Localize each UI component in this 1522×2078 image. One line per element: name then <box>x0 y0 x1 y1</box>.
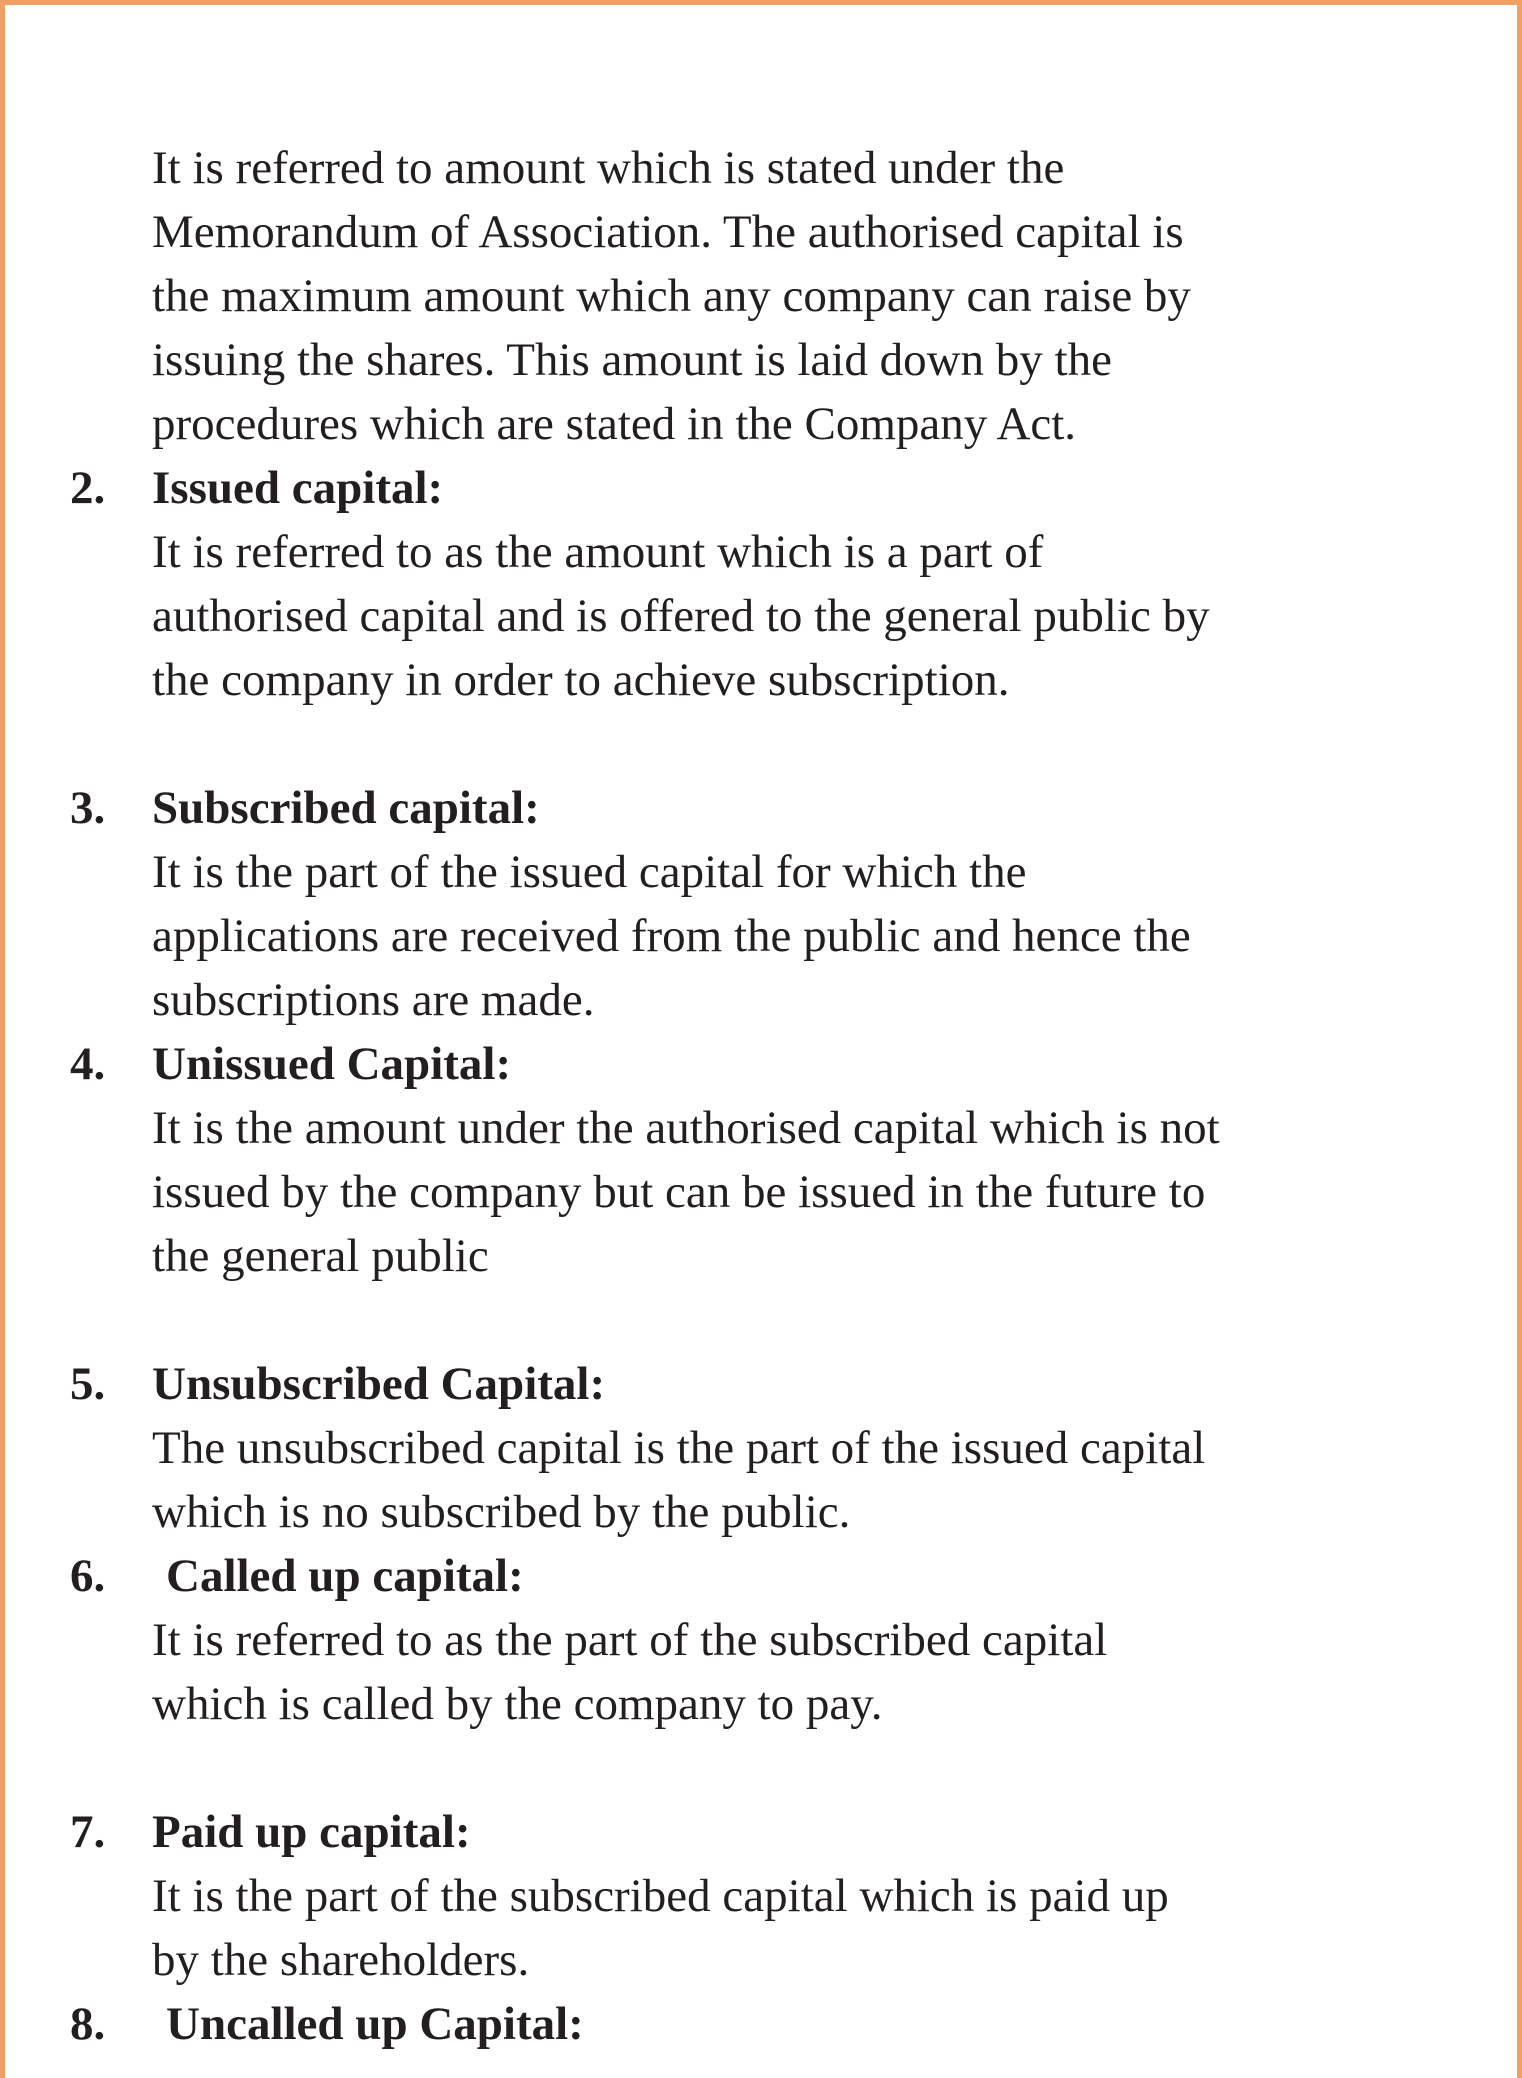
list-item-heading <box>0 776 1522 840</box>
text-line <box>0 1480 1522 1544</box>
text-line <box>0 968 1522 1032</box>
list-number: 3. <box>70 782 106 834</box>
text-line <box>0 392 1522 456</box>
item-heading: Paid up capital: <box>152 1806 471 1858</box>
paragraph-text: authorised capital and is offered to the general public by <box>152 590 1210 642</box>
item-heading: Unissued Capital: <box>152 1038 512 1090</box>
list-number: 6. <box>70 1550 106 1602</box>
paragraph-text: It is referred to as the part of the subscribed capital <box>152 1614 1108 1666</box>
list-number: 2. <box>70 462 106 514</box>
paragraph-text: which is called by the company to pay. <box>152 1678 883 1730</box>
text-line <box>0 1928 1522 1992</box>
paragraph-text: It is referred to amount which is stated under the <box>152 142 1065 194</box>
list-item-heading <box>0 1992 1522 2056</box>
text-line <box>0 648 1522 712</box>
paragraph-text: It is referred to as the amount which is a part of <box>152 526 1044 578</box>
list-item-heading <box>0 1800 1522 1864</box>
text-line <box>0 840 1522 904</box>
item-heading: Subscribed capital: <box>152 782 540 834</box>
text-line <box>0 1096 1522 1160</box>
text-line <box>0 520 1522 584</box>
text-line <box>0 1416 1522 1480</box>
list-item-heading <box>0 1544 1522 1608</box>
blank-line <box>0 1736 1522 1800</box>
paragraph-text: the company in order to achieve subscription. <box>152 654 1010 706</box>
item-heading: Issued capital: <box>152 462 444 514</box>
paragraph-text: Memorandum of Association. The authorised capital is <box>152 206 1184 258</box>
paragraph-text: procedures which are stated in the Company Act. <box>152 398 1077 450</box>
paragraph-text: by the shareholders. <box>152 1934 530 1986</box>
list-number: 8. <box>70 1998 106 2050</box>
paragraph-text: It is the part of the issued capital for which the <box>152 846 1027 898</box>
paragraph-text: subscriptions are made. <box>152 974 595 1026</box>
paragraph-text: It is the part of the subscribed capital which is paid up <box>152 1870 1169 1922</box>
paragraph-text: It is the amount under the authorised capital which is not <box>152 1102 1220 1154</box>
list-item-heading <box>0 1352 1522 1416</box>
item-heading: Unsubscribed Capital: <box>152 1358 606 1410</box>
text-line <box>0 200 1522 264</box>
text-line <box>0 1160 1522 1224</box>
list-number: 5. <box>70 1358 106 1410</box>
text-line <box>0 904 1522 968</box>
text-line <box>0 264 1522 328</box>
list-number: 4. <box>70 1038 106 1090</box>
text-line <box>0 328 1522 392</box>
list-item-heading <box>0 456 1522 520</box>
paragraph-text: the maximum amount which any company can raise by <box>152 270 1191 322</box>
paragraph-text: the general public <box>152 1230 489 1282</box>
blank-line <box>0 712 1522 776</box>
text-line <box>0 136 1522 200</box>
text-line <box>0 584 1522 648</box>
text-line <box>0 1608 1522 1672</box>
text-line <box>0 1672 1522 1736</box>
blank-line <box>0 1288 1522 1352</box>
paragraph-text: applications are received from the public and hence the <box>152 910 1191 962</box>
item-heading: Uncalled up Capital: <box>166 1998 584 2050</box>
item-heading: Called up capital: <box>166 1550 524 1602</box>
text-line <box>0 1864 1522 1928</box>
paragraph-text: which is no subscribed by the public. <box>152 1486 851 1538</box>
document-body <box>0 136 1522 2056</box>
paragraph-text: issued by the company but can be issued in the future to <box>152 1166 1206 1218</box>
list-item-heading <box>0 1032 1522 1096</box>
list-number: 7. <box>70 1806 106 1858</box>
paragraph-text: issuing the shares. This amount is laid down by the <box>152 334 1112 386</box>
paragraph-text: The unsubscribed capital is the part of the issued capital <box>152 1422 1206 1474</box>
text-line <box>0 1224 1522 1288</box>
